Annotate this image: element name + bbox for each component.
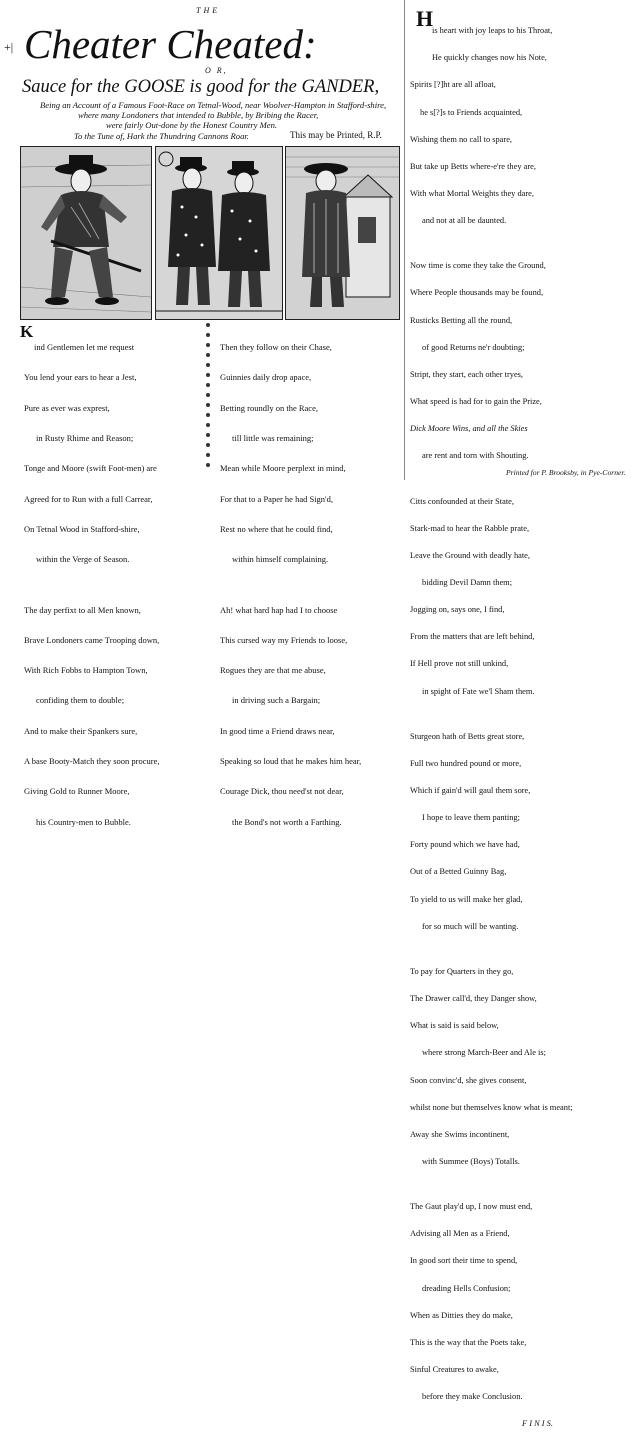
verse-line: Giving Gold to Runner Moore, xyxy=(24,786,130,797)
column-ornament xyxy=(204,320,212,470)
verse-line: Guinnies daily drop apace, xyxy=(220,372,312,383)
verse-line: Sturgeon hath of Betts great store, xyxy=(410,731,525,741)
verse-line: Dick Moore Wins, and all the Skies xyxy=(410,424,528,434)
verse-line: Leave the Ground with deadly hate, xyxy=(410,550,530,560)
verse-line: Forty pound which we have had, xyxy=(410,840,520,850)
license-line: This may be Printed, R.P. xyxy=(290,130,382,140)
verse-line: Advising all Men as a Friend, xyxy=(410,1229,510,1239)
verse-line: before they make Conclusion. xyxy=(422,1392,523,1402)
verse-line: This cursed way my Friends to loose, xyxy=(220,634,348,645)
ornament-border-icon xyxy=(204,320,212,470)
verse-line: within himself complaining. xyxy=(232,554,329,565)
verse-line: Courage Dick, thou need'st not dear, xyxy=(220,786,344,797)
verse-line: Away she Swims incontinent, xyxy=(410,1129,510,1139)
verse-line: Soon convinc'd, she gives consent, xyxy=(410,1075,527,1085)
verse-column-1 xyxy=(24,322,160,837)
verse-line: You lend your ears to hear a Jest, xyxy=(24,372,137,383)
dropcap-k: K xyxy=(20,322,34,341)
verse-line: Spirits [?]ht are all afloat, xyxy=(410,80,496,90)
description-line-2: where many Londoners that intended to Bubble, by Bribing the Racer, xyxy=(78,110,319,120)
verse-line: Full two hundred pound or more, xyxy=(410,758,522,768)
verse-line: To pay for Quarters in they go, xyxy=(410,966,514,976)
verse-line: Now time is come they take the Ground, xyxy=(410,261,546,271)
verse-line: What is said is said below, xyxy=(410,1021,499,1031)
column-divider xyxy=(404,0,405,480)
dropcap-h: H xyxy=(416,6,434,31)
verse-line: Sinful Creatures to awake, xyxy=(410,1365,499,1375)
verse-line: For that to a Paper he had Sign'd, xyxy=(220,493,333,504)
verse-line: On Tetnal Wood in Stafford-shire, xyxy=(24,523,140,534)
verse-line: If Hell prove not still unkind, xyxy=(410,659,509,669)
verse-line: of good Returns ne'r doubting; xyxy=(422,342,525,352)
the-heading: THE xyxy=(196,6,221,15)
verse-line: till little was remaining; xyxy=(232,433,314,444)
woodcut-man-with-sword-icon xyxy=(21,147,151,319)
verse-line: Rusticks Betting all the round, xyxy=(410,315,513,325)
verse-line: bidding Devil Damn them; xyxy=(422,577,513,587)
verse-line: for so much will be wanting. xyxy=(422,921,519,931)
verse-line: whilst none but themselves know what is meant; xyxy=(410,1102,573,1112)
verse-line: Tonge and Moore (swift Foot-men) are xyxy=(24,463,157,474)
verse-line: Jogging on, says one, I find, xyxy=(410,605,505,615)
verse-line: confiding them to double; xyxy=(36,695,125,706)
verse-line: Wishing them no call to spare, xyxy=(410,134,513,144)
verse-line: Speaking so loud that he makes him hear, xyxy=(220,756,362,767)
verse-line: This is the way that the Poets take, xyxy=(410,1337,527,1347)
verse-line: Ah! what hard hap had I to choose xyxy=(220,604,338,615)
verse-line: Rogues they are that me abuse, xyxy=(220,665,326,676)
description-line-3: were fairly Out-done by the Honest Country Men. xyxy=(106,120,278,130)
verse-line: Betting roundly on the Race, xyxy=(220,402,318,413)
woodcut-two-gentlemen-icon xyxy=(156,147,282,319)
description-line-1: Being an Account of a Famous Foot-Race on Tetnal-Wood, near Woolver-Hampton in Stafford-shire, xyxy=(40,100,387,110)
verse-line: But take up Betts where-e're they are, xyxy=(410,161,536,171)
verse-line: Agreed for to Run with a full Carrear, xyxy=(24,493,153,504)
verse-line: in spight of Fate we'l Sham them. xyxy=(422,686,535,696)
page-title: Cheater Cheated: xyxy=(24,21,317,67)
verse-line: With Rich Fobbs to Hampton Town, xyxy=(24,665,148,676)
woodcut-man-with-sword xyxy=(20,146,152,320)
verse-line: The day perfixt to all Men known, xyxy=(24,604,141,615)
woodcut-figure-with-building xyxy=(285,146,400,320)
verse-line: A base Booty-Match they soon procure, xyxy=(24,756,160,767)
verse-line: Where People thousands may be found, xyxy=(410,288,544,298)
verse-line: Citts confounded at their State, xyxy=(410,496,514,506)
verse-line: What speed is had for to gain the Prize, xyxy=(410,397,542,407)
verse-line: The Gaut play'd up, I now must end, xyxy=(410,1202,533,1212)
verse-line: where strong March-Beer and Ale is; xyxy=(422,1048,546,1058)
subtitle: Sauce for the GOOSE is good for the GANDER, xyxy=(22,77,380,97)
verse-line: Mean while Moore perplext in mind, xyxy=(220,463,346,474)
verse-line: in driving such a Bargain; xyxy=(232,695,321,706)
verse-line: Out of a Betted Guinny Bag, xyxy=(410,867,507,877)
verse-line: When as Ditties they do make, xyxy=(410,1310,513,1320)
or-heading: O R, xyxy=(205,66,228,75)
verse-line: ind Gentlemen let me request xyxy=(34,342,135,353)
verse-line: And to make their Spankers sure, xyxy=(24,725,138,736)
verse-line: his Country-men to Bubble. xyxy=(36,816,131,827)
verse-line: and not at all be daunted. xyxy=(422,216,507,226)
verse-line: With what Mortal Weights they dare, xyxy=(410,188,534,198)
verse-line: In good sort their time to spend, xyxy=(410,1256,518,1266)
verse-line: Pure as ever was exprest, xyxy=(24,402,110,413)
verse-line: From the matters that are left behind, xyxy=(410,632,535,642)
verse-line: in Rusty Rhime and Reason; xyxy=(36,433,134,444)
verse-line: the Bond's not worth a Farthing. xyxy=(232,816,342,827)
verse-line: Stript, they start, each other tryes, xyxy=(410,369,524,379)
verse-column-3 xyxy=(410,8,573,1437)
verse-line: The Drawer call'd, they Danger show, xyxy=(410,994,537,1004)
verse-column-2 xyxy=(220,322,361,837)
verse-line: In good time a Friend draws near, xyxy=(220,725,335,736)
verse-line: I hope to leave them panting; xyxy=(422,813,520,823)
margin-mark: +| xyxy=(4,40,14,54)
verse-line: He quickly changes now his Note, xyxy=(432,53,547,63)
imprint: Printed for P. Brooksby, in Pye-Corner. xyxy=(506,468,626,477)
verse-line: Then they follow on their Chase, xyxy=(220,342,332,353)
verse-line: Rest no where that he could find, xyxy=(220,523,333,534)
verse-line: are rent and torn with Shouting. xyxy=(422,451,529,461)
woodcut-figure-with-building-icon xyxy=(286,147,399,319)
verse-line: is heart with joy leaps to his Throat, xyxy=(432,26,553,36)
tune-line: To the Tune of, Hark the Thundring Cannons Roar. xyxy=(74,131,249,141)
verse-line: with Summee (Boys) Totalls. xyxy=(422,1156,520,1166)
finis: F I N I S. xyxy=(522,1419,553,1429)
verse-line: To yield to us will make her glad, xyxy=(410,894,523,904)
verse-line: Which if gain'd will gaul them sore, xyxy=(410,786,531,796)
verse-line: dreading Hells Confusion; xyxy=(422,1283,511,1293)
verse-line: Brave Londoners came Trooping down, xyxy=(24,634,160,645)
woodcut-two-gentlemen xyxy=(155,146,283,320)
verse-line: he s[?]s to Friends acquainted, xyxy=(420,107,523,117)
verse-line: Stark-mad to hear the Rabble prate, xyxy=(410,523,530,533)
verse-line: within the Verge of Season. xyxy=(36,554,130,565)
